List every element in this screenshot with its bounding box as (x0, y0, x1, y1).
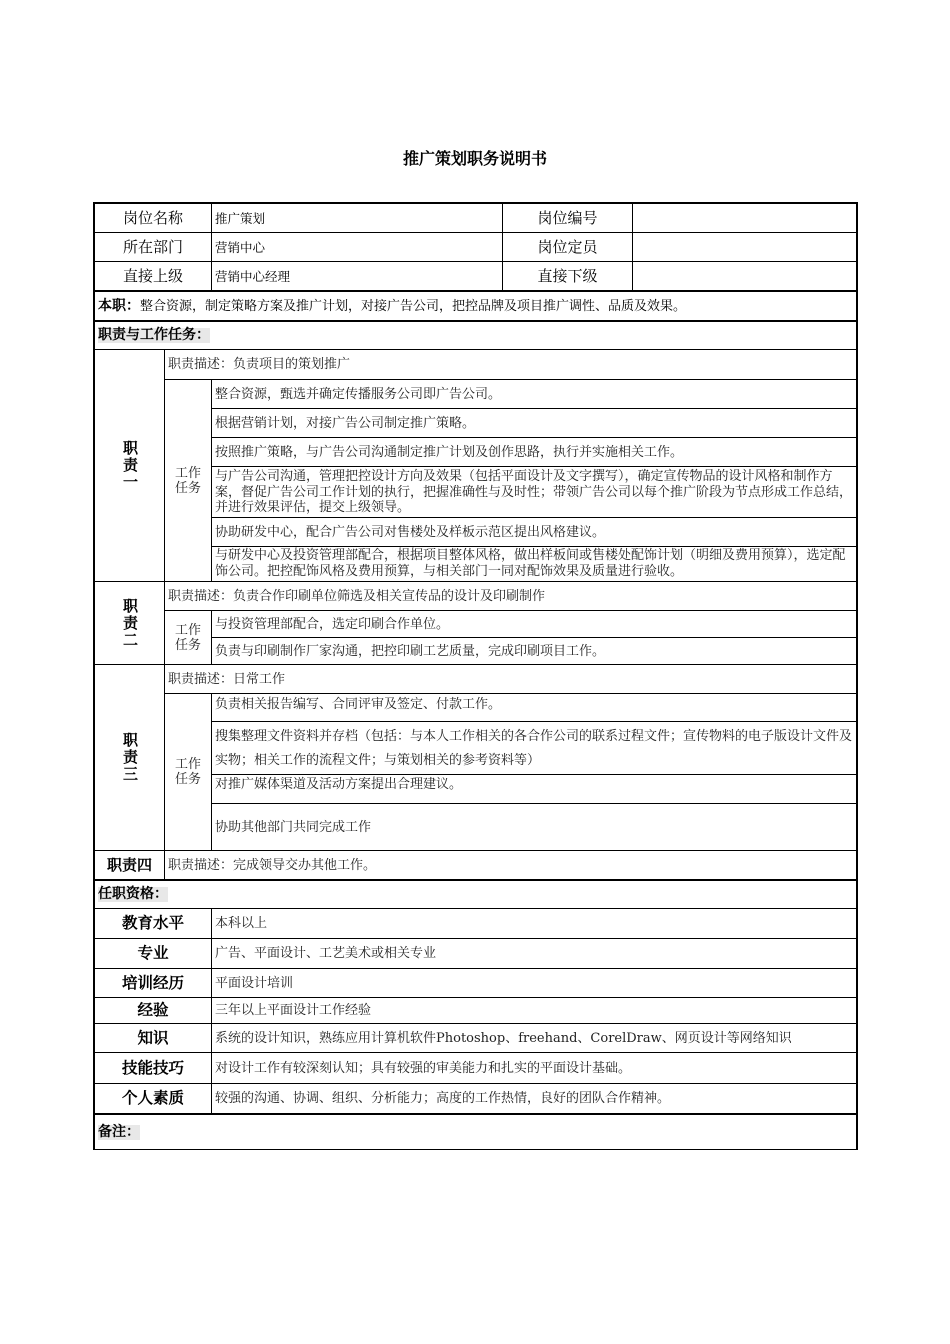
duty-1-label (95, 350, 164, 581)
qualification-value-knowledge: 系统的设计知识，熟练应用计算机软件Photoshop、freehand、CorelDraw、网页设计等网络知识 (215, 1030, 792, 1046)
qualification-value-major: 广告、平面设计、工艺美术或相关专业 (215, 946, 437, 961)
duty-3-label (95, 665, 164, 850)
qualification-value-personal: 较强的沟通、协调、组织、分析能力；高度的工作热情，良好的团队合作精神。 (215, 1091, 671, 1106)
duty-1-task-5: 协助研发中心，配合广告公司对售楼处及样板示范区提出风格建议。 (215, 524, 606, 540)
label-department: 所在部门 (122, 237, 183, 256)
value-department: 营销中心 (215, 239, 266, 255)
duty-1-task-4: 与广告公司沟通，管理把控设计方向及效果（包括平面设计及文字撰写），确定宣传物品的设计风格和制作方案，督促广告公司工作计划的执行，把握准确性与及时性；带领广告公司以每个推广阶段为节点形成工作总结，并进行效果评估，提交上级领导。 (215, 469, 853, 515)
qualification-label-major: 专业 (137, 944, 169, 962)
qualification-value-skills: 对设计工作有较深刻认知；具有较强的审美能力和扎实的平面设计基础。 (215, 1060, 632, 1076)
duty-3-description: 职责描述：日常工作 (168, 671, 286, 687)
duty-1-task-1: 整合资源，甄选并确定传播服务公司即广告公司。 (215, 386, 502, 402)
duty-3-name: 职责三 (121, 732, 139, 783)
main-duty-row (95, 292, 855, 320)
value-subordinate (633, 262, 856, 290)
duty-3-task-2: 搜集整理文件资料并存档（包括：与本人工作相关的各合作公司的联系过程文件；宣传物料的电子版设计文件及实物；相关工作的流程文件；与策划相关的参考资料等） (215, 729, 853, 768)
remarks-row (95, 1115, 855, 1149)
qualification-value-training: 平面设计培训 (215, 975, 294, 991)
duties-section-header (95, 322, 855, 349)
label-position-name: 岗位名称 (122, 208, 183, 227)
qualification-value-experience: 三年以上平面设计工作经验 (215, 1003, 372, 1018)
qualification-label-experience: 经验 (137, 1001, 169, 1019)
label-position-number: 岗位编号 (537, 208, 598, 227)
duty-1-work-task-label: 工作任务 (174, 465, 201, 496)
main-duty-label: 本职： (98, 297, 140, 314)
duty-2-task-1: 与投资管理部配合，选定印刷合作单位。 (215, 616, 450, 632)
duty-1-task-2: 根据营销计划，对接广告公司制定推广策略。 (215, 415, 476, 431)
qualification-label-personal: 个人素质 (121, 1089, 184, 1107)
duty-3-task-3: 对推广媒体渠道及活动方案提出合理建议。 (215, 777, 463, 792)
qualification-label-training: 培训经历 (121, 973, 184, 992)
main-duty-text: 整合资源，制定策略方案及推广计划，对接广告公司，把控品牌及项目推广调性、品质及效果。 (140, 298, 687, 314)
qualification-section-header (95, 881, 855, 908)
remarks-label: 备注： (98, 1123, 140, 1140)
duty-3-task-1: 负责相关报告编写、合同评审及签定、付款工作。 (215, 697, 502, 712)
duty-3-work-task-label: 工作任务 (174, 757, 201, 787)
page-title: 推广策划职务说明书 (402, 149, 547, 168)
value-headcount (633, 233, 856, 261)
duty-1-name: 职责一 (121, 440, 139, 491)
duty-1-task-3: 按照推广策略，与广告公司沟通制定推广计划及创作思路，执行并实施相关工作。 (215, 444, 684, 460)
label-subordinate: 直接下级 (537, 266, 598, 285)
duty-4-description: 职责描述：完成领导交办其他工作。 (168, 857, 377, 873)
label-headcount: 岗位定员 (537, 237, 598, 256)
value-position-number (633, 204, 856, 232)
duty-2-description: 职责描述：负责合作印刷单位筛选及相关宣传品的设计及印刷制作 (168, 588, 546, 604)
duties-header-label: 职责与工作任务： (98, 327, 210, 343)
value-supervisor: 营销中心经理 (215, 268, 291, 284)
label-supervisor: 直接上级 (122, 266, 183, 285)
value-position-name: 推广策划 (215, 210, 266, 226)
duty-2-work-task-label: 工作任务 (174, 622, 201, 653)
qualification-label-knowledge: 知识 (137, 1028, 169, 1047)
qualification-label-education: 教育水平 (121, 914, 184, 932)
duty-4-name: 职责四 (106, 855, 152, 874)
qualification-label-skills: 技能技巧 (121, 1058, 184, 1077)
duty-3-task-4: 协助其他部门共同完成工作 (215, 819, 372, 835)
duty-2-task-2: 负责与印刷制作厂家沟通，把控印刷工艺质量，完成印刷项目工作。 (215, 643, 606, 659)
duty-1-task-6: 与研发中心及投资管理部配合，根据项目整体风格，做出样板间或售楼处配饰计划（明细及费用预算），选定配饰公司。把控配饰风格及费用预算，与相关部门一同对配饰效果及质量进行验收。 (215, 548, 846, 579)
qualification-value-education: 本科以上 (215, 916, 268, 931)
duty-1-description: 职责描述：负责项目的策划推广 (168, 357, 351, 372)
qualification-header-label: 任职资格： (98, 886, 168, 902)
duty-2-label (95, 582, 164, 664)
duty-2-name: 职责二 (121, 597, 139, 649)
